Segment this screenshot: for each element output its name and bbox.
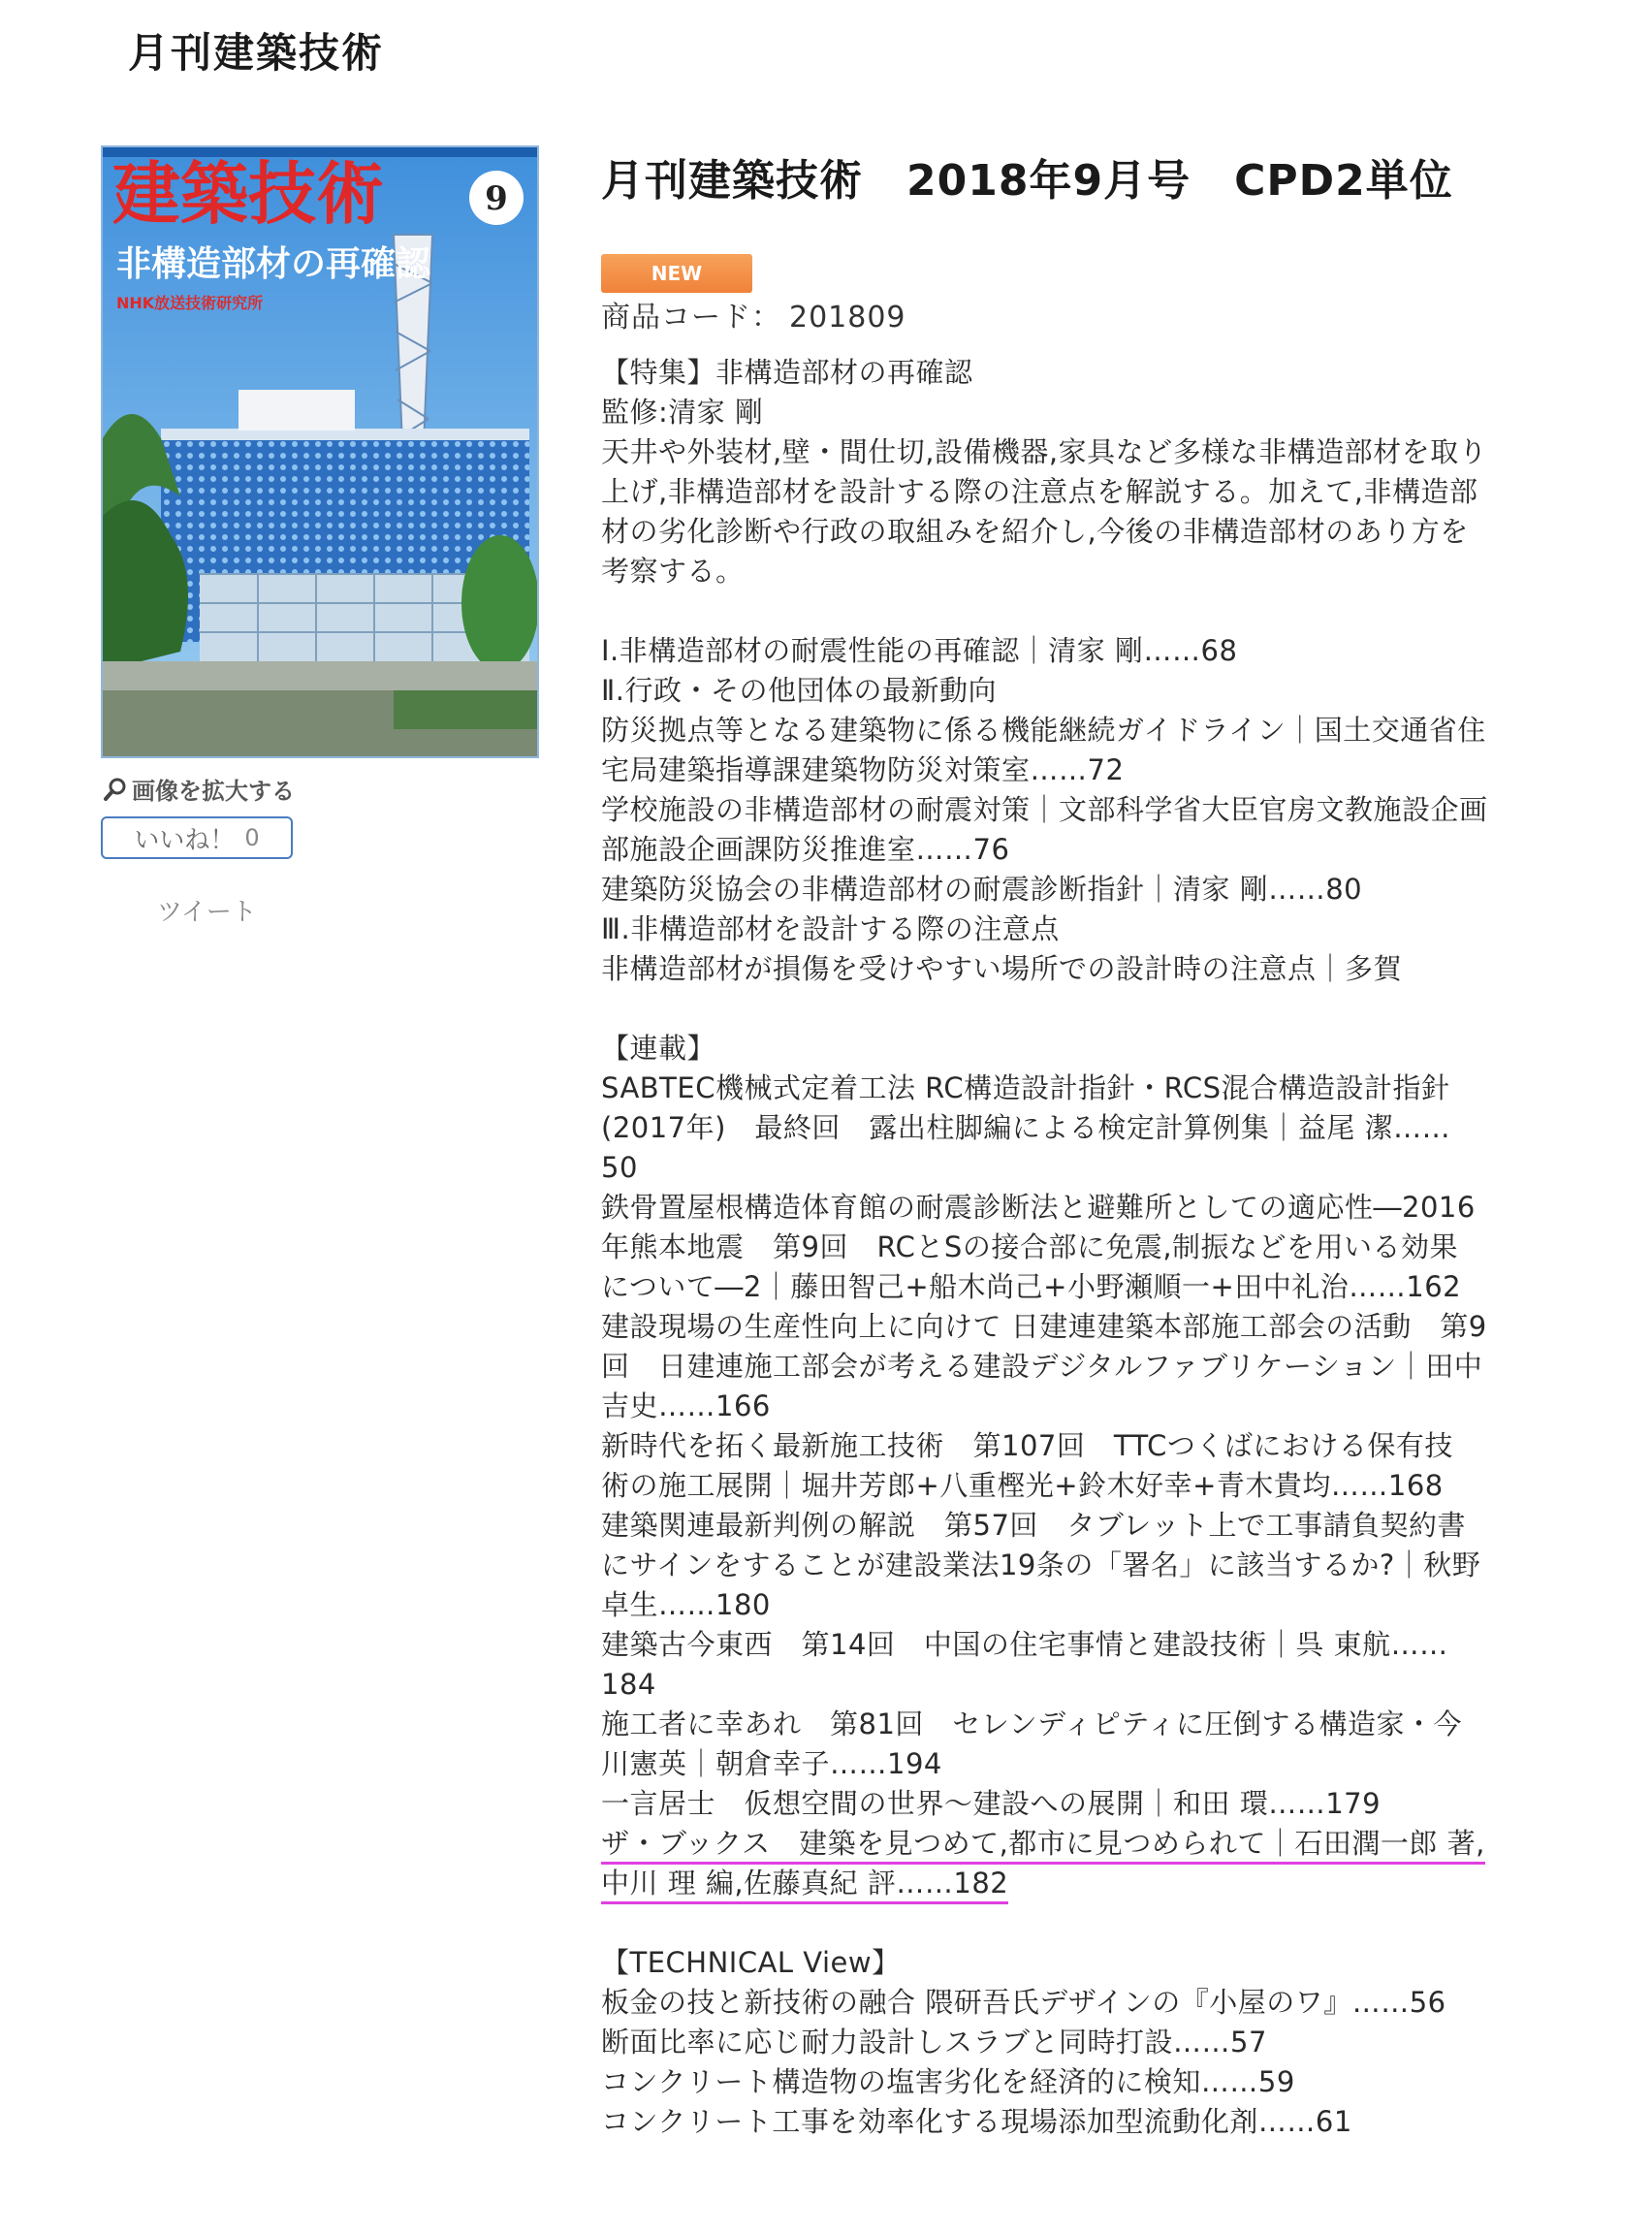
description-line <box>601 2102 1580 2142</box>
description-line <box>601 1108 1580 1148</box>
description-line <box>601 2023 1580 2062</box>
description-line <box>601 1546 1580 1585</box>
description-line-text: 鉄骨置屋根構造体育館の耐震診断法と避難所としての適応性―2016 <box>601 1191 1476 1224</box>
description-line-text: 宅局建築指導課建築物防災対策室……72 <box>601 753 1125 786</box>
description-line-text: 材の劣化診断や行政の取組みを紹介し,今後の非構造部材のあり方を <box>601 515 1469 548</box>
description-line-text: 部施設企画課防災推進室……76 <box>601 833 1010 866</box>
description-line-text: 施工者に幸あれ 第81回 セレンディピティに圧倒する構造家・今 <box>601 1707 1463 1740</box>
description-line-text: 建築古今東西 第14回 中国の住宅事情と建設技術｜呉 東航…… <box>601 1628 1448 1661</box>
description-spacer <box>601 1903 1580 1943</box>
description-line-text: 卓生……180 <box>601 1588 771 1621</box>
description-line-text: Ⅲ.非構造部材を設計する際の注意点 <box>601 912 1060 945</box>
description-line-text: Ⅱ.行政・その他団体の最新動向 <box>601 674 997 707</box>
description-line <box>601 910 1580 949</box>
description-line <box>601 1267 1580 1307</box>
description-line-text: 【連載】 <box>601 1032 716 1065</box>
cover-issue-number: 9 <box>485 179 508 218</box>
description-line <box>601 790 1580 830</box>
magnifier-icon <box>103 777 128 802</box>
like-count: 0 <box>244 824 260 851</box>
description-spacer <box>601 591 1580 631</box>
description-line-text: 考察する。 <box>601 555 745 588</box>
description-spacer <box>601 989 1580 1029</box>
description-line <box>601 1983 1580 2023</box>
description-line <box>601 2062 1580 2102</box>
description-line-text: Ⅰ.非構造部材の耐震性能の再確認｜清家 剛……68 <box>601 634 1238 667</box>
product-code-value: 201809 <box>789 301 906 335</box>
description-line <box>601 1426 1580 1466</box>
description-line <box>601 1228 1580 1267</box>
description-line-text: 防災拠点等となる建築物に係る機能継続ガイドライン｜国土交通省住 <box>601 714 1486 747</box>
description-line-text: 一言居士 仮想空間の世界～建設への展開｜和田 環……179 <box>601 1787 1382 1820</box>
magazine-cover-image[interactable] <box>101 145 539 758</box>
product-description <box>601 353 1580 2142</box>
like-label: いいね！ <box>134 825 236 855</box>
description-line-text: 【TECHNICAL View】 <box>601 1946 901 1979</box>
description-line <box>601 631 1580 671</box>
description-line-text: コンクリート工事を効率化する現場添加型流動化剤……61 <box>601 2105 1352 2138</box>
description-line <box>601 1387 1580 1426</box>
description-line <box>601 711 1580 750</box>
description-line <box>601 1307 1580 1347</box>
description-line-text: 断面比率に応じ耐力設計しスラブと同時打設……57 <box>601 2026 1267 2058</box>
description-line-text: 板金の技と新技術の融合 隈研吾氏デザインの『小屋のワ』……56 <box>601 1986 1446 2019</box>
description-line <box>601 949 1580 989</box>
cover-feature-title: 非構造部材の再確認 <box>116 243 431 284</box>
description-line-text: 学校施設の非構造部材の耐震対策｜文部科学省大臣官房文教施設企画 <box>601 793 1488 826</box>
description-line-text: 年熊本地震 第9回 RCとSの接合部に免震,制振などを用いる効果 <box>601 1230 1459 1263</box>
description-line-text: 建設現場の生産性向上に向けて 日建連建築本部施工部会の活動 第9 <box>601 1310 1487 1343</box>
description-line <box>601 353 1580 393</box>
description-line-text: SABTEC機械式定着工法 RC構造設計指針・RCS混合構造設計指針 <box>601 1071 1450 1104</box>
description-line-text: 川憲英｜朝倉幸子……194 <box>601 1747 942 1780</box>
description-line-text: 50 <box>601 1151 638 1184</box>
description-line-text: について―2｜藤田智己+船木尚己+小野瀬順一+田中礼治……162 <box>601 1270 1462 1303</box>
zoom-image-link[interactable] <box>103 772 295 806</box>
description-line <box>601 512 1580 552</box>
description-line-text: 【特集】非構造部材の再確認 <box>601 356 973 389</box>
description-line <box>601 432 1580 472</box>
cover-subtitle: NHK放送技術研究所 <box>116 294 264 312</box>
description-line <box>601 1148 1580 1188</box>
description-line-text: 184 <box>601 1668 656 1701</box>
like-button[interactable] <box>101 816 293 859</box>
zoom-image-label: 画像を拡大する <box>132 778 295 805</box>
description-line <box>601 552 1580 591</box>
description-line <box>601 870 1580 910</box>
description-line <box>601 1784 1580 1824</box>
description-line <box>601 1585 1580 1625</box>
description-line <box>601 472 1580 512</box>
description-line-text: コンクリート構造物の塩害劣化を経済的に検知……59 <box>601 2065 1295 2098</box>
description-line-text: (2017年) 最終回 露出柱脚編による検定計算例集｜益尾 潔…… <box>601 1111 1451 1144</box>
description-line-text: 吉史……166 <box>601 1389 771 1422</box>
description-line-text: 非構造部材が損傷を受けやすい場所での設計時の注意点｜多賀 <box>601 952 1403 985</box>
description-line-text[interactable]: ザ・ブックス 建築を見つめて,都市に見つめられて｜石田潤一郎 著, <box>601 1825 1485 1865</box>
description-line-text: 監修:清家 剛 <box>601 396 764 429</box>
description-line-text: 建築防災協会の非構造部材の耐震診断指針｜清家 剛……80 <box>601 873 1363 906</box>
description-line <box>601 1069 1580 1108</box>
description-line <box>601 671 1580 711</box>
product-title: 月刊建築技術 2018年9月号 CPD2単位 <box>601 156 1453 206</box>
product-code-label: 商品コード： <box>601 301 781 335</box>
description-line-text: にサインをすることが建設業法19条の「署名」に該当するか?｜秋野 <box>601 1548 1481 1581</box>
description-line <box>601 1466 1580 1506</box>
description-line <box>601 1625 1580 1665</box>
description-line <box>601 1506 1580 1546</box>
description-line-text: 術の施工展開｜堀井芳郎+八重樫光+鈴木好幸+青木貴均……168 <box>601 1469 1444 1502</box>
description-line <box>601 1188 1580 1228</box>
description-line-text: 天井や外装材,壁・間仕切,設備機器,家具など多様な非構造部材を取り <box>601 435 1488 468</box>
tweet-button[interactable]: ツイート <box>157 898 257 927</box>
description-line <box>601 1665 1580 1705</box>
description-line <box>601 1029 1580 1069</box>
description-line <box>601 750 1580 790</box>
site-title[interactable]: 月刊建築技術 <box>128 29 385 77</box>
description-line-text: 新時代を拓く最新施工技術 第107回 TTCつくばにおける保有技 <box>601 1429 1453 1462</box>
new-badge: NEW <box>601 254 752 293</box>
description-line-text: 建築関連最新判例の解説 第57回 タブレット上で工事請負契約書 <box>601 1509 1466 1542</box>
description-line <box>601 830 1580 870</box>
cover-magazine-name: 建築技術 <box>112 153 384 234</box>
description-line <box>601 1864 1580 1903</box>
description-line-text: 回 日建連施工部会が考える建設デジタルファブリケーション｜田中 <box>601 1350 1483 1383</box>
product-code <box>601 293 906 335</box>
description-line <box>601 1705 1580 1744</box>
description-line <box>601 1824 1580 1864</box>
description-line-text: 上げ,非構造部材を設計する際の注意点を解説する。加えて,非構造部 <box>601 475 1478 508</box>
description-line <box>601 1347 1580 1387</box>
description-line-text[interactable]: 中川 理 編,佐藤真紀 評……182 <box>601 1865 1008 1904</box>
description-line <box>601 393 1580 432</box>
description-line <box>601 1943 1580 1983</box>
description-line <box>601 1744 1580 1784</box>
